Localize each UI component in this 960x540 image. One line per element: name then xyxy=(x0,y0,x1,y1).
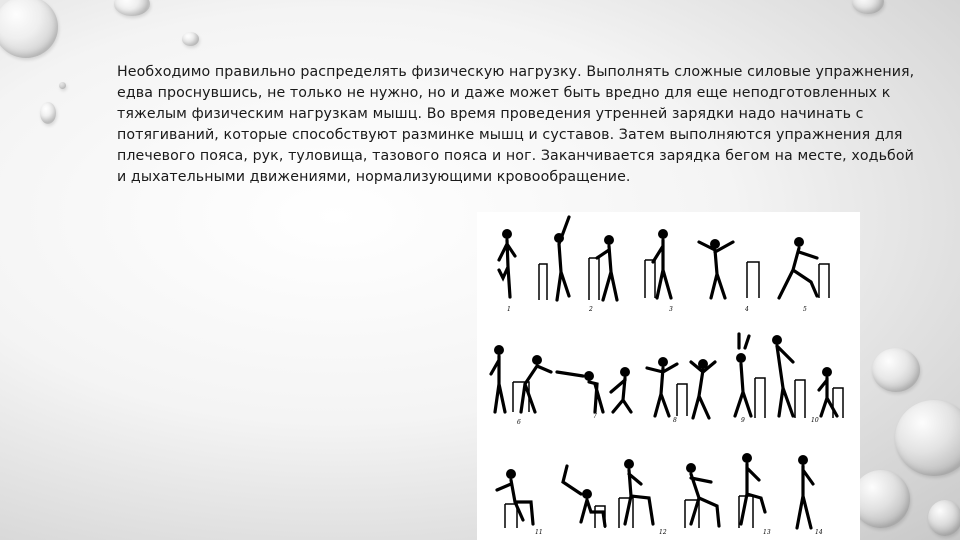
figure-label: 14 xyxy=(815,529,823,536)
water-drop-decoration xyxy=(928,500,960,536)
water-drop-decoration xyxy=(114,0,150,16)
exercise-figure-19 xyxy=(685,463,719,528)
figure-label: 5 xyxy=(803,306,807,313)
exercise-figure-7 xyxy=(491,345,505,412)
exercise-figure-11 xyxy=(647,357,687,416)
figure-label: 3 xyxy=(669,306,673,313)
water-drop-decoration xyxy=(0,0,58,58)
exercise-figure-2 xyxy=(539,217,569,300)
exercise-figure-18 xyxy=(619,459,653,528)
exercise-figure-17 xyxy=(563,466,605,528)
figure-label: 1 xyxy=(507,306,511,313)
exercise-figure-14 xyxy=(772,335,805,418)
exercise-figure-9 xyxy=(557,371,603,412)
exercise-figure-6 xyxy=(779,237,829,298)
exercise-figures xyxy=(477,212,860,540)
water-drop-decoration xyxy=(40,102,56,124)
water-drop-decoration xyxy=(872,348,920,392)
exercise-figure-13 xyxy=(735,334,765,418)
figure-label: 2 xyxy=(589,306,593,313)
water-drop-decoration xyxy=(59,82,66,89)
exercise-illustration xyxy=(477,212,860,540)
figure-label: 10 xyxy=(811,417,819,424)
exercise-figure-10 xyxy=(611,367,631,412)
slide-paragraph: Необходимо правильно распределять физическую нагрузку. Выполнять сложные силовые упражнения, едва проснувшись, не только не нужно, но и даже может быть вредно для еще неподготовленных к тяжелым физическим нагрузкам мышц. Во время проведения утренней зарядки надо начинать с потягиваний, которые способствуют разминке мышц и суставов. Затем выполняются упражнения для плечевого пояса, рук, туловища, тазового пояса и ног. Заканчивается зарядка бегом на месте, ходьбой и дыхательными движениями, нормализующими кровообращение. xyxy=(117,64,915,185)
figure-label: 11 xyxy=(535,529,543,536)
exercise-figure-12 xyxy=(691,359,715,418)
water-drop-decoration xyxy=(852,0,884,14)
exercise-figure-3 xyxy=(589,235,617,300)
figure-label: 4 xyxy=(745,306,749,313)
exercise-figure-21 xyxy=(797,455,813,528)
figure-label: 7 xyxy=(593,413,597,420)
exercise-figure-20 xyxy=(739,453,765,528)
water-drop-decoration xyxy=(895,400,960,476)
exercise-figure-16 xyxy=(497,469,533,528)
figure-label: 8 xyxy=(673,417,677,424)
exercise-figure-5 xyxy=(699,239,759,298)
water-drop-decoration xyxy=(182,32,199,46)
exercise-figure-4 xyxy=(645,229,671,298)
figure-label: 12 xyxy=(659,529,667,536)
figure-label: 9 xyxy=(741,417,745,424)
water-drop-decoration xyxy=(852,470,910,528)
exercise-figure-8 xyxy=(513,355,551,412)
figure-label: 6 xyxy=(517,419,521,426)
exercise-figure-15 xyxy=(819,367,843,418)
figure-label: 13 xyxy=(763,529,771,536)
exercise-figure-1 xyxy=(499,229,515,297)
